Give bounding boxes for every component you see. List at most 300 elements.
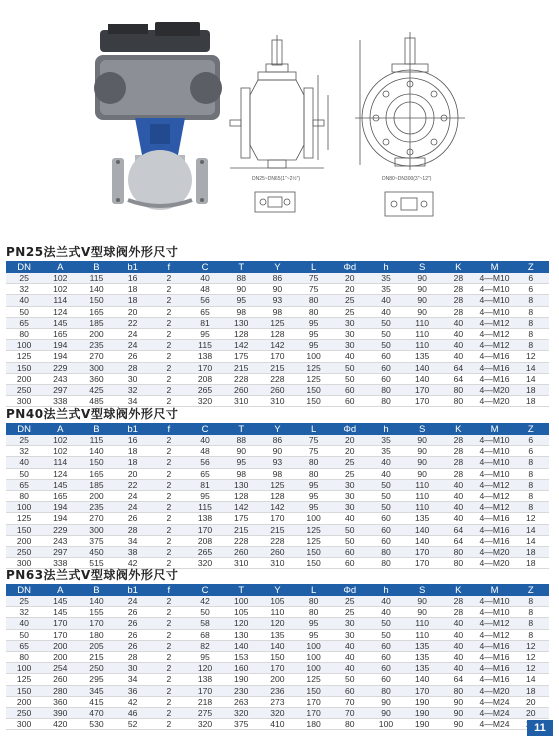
table-cell: 24 xyxy=(115,491,151,502)
column-header: Y xyxy=(259,261,295,273)
table-cell: 50 xyxy=(368,502,404,513)
table-cell: 235 xyxy=(78,502,114,513)
table-cell: 40 xyxy=(440,340,476,351)
table-cell: 140 xyxy=(404,674,440,685)
table-cell: 100 xyxy=(296,513,332,524)
table-cell: 98 xyxy=(223,306,259,317)
table-cell: 50 xyxy=(368,340,404,351)
table-cell: 120 xyxy=(223,618,259,629)
table-cell: 80 xyxy=(368,558,404,569)
table-cell: 130 xyxy=(223,629,259,640)
table-row xyxy=(6,273,549,284)
table-cell: 40 xyxy=(440,652,476,663)
table-cell: 18 xyxy=(513,385,549,396)
table-cell: 90 xyxy=(404,596,440,607)
table-cell: 4—M20 xyxy=(476,547,512,558)
table-cell: 93 xyxy=(259,295,295,306)
table-cell: 8 xyxy=(513,479,549,490)
table-cell: 60 xyxy=(368,674,404,685)
table-cell: 18 xyxy=(513,558,549,569)
table-cell: 260 xyxy=(42,674,78,685)
table-cell: 102 xyxy=(42,435,78,446)
table-row xyxy=(6,618,549,629)
table-cell: 65 xyxy=(6,479,42,490)
table-cell: 90 xyxy=(404,295,440,306)
table-cell: 270 xyxy=(78,513,114,524)
table-cell: 80 xyxy=(296,607,332,618)
table-cell: 50 xyxy=(332,362,368,373)
table-cell: 200 xyxy=(78,329,114,340)
table-row xyxy=(6,524,549,535)
table-cell: 28 xyxy=(115,524,151,535)
table-cell: 8 xyxy=(513,306,549,317)
table-cell: 8 xyxy=(513,596,549,607)
table-cell: 120 xyxy=(259,618,295,629)
table-cell: 50 xyxy=(187,607,223,618)
table-cell: 100 xyxy=(296,351,332,362)
table-cell: 150 xyxy=(6,685,42,696)
table-cell: 2 xyxy=(151,674,187,685)
table-cell: 2 xyxy=(151,273,187,284)
table-cell: 95 xyxy=(296,329,332,340)
column-header: B xyxy=(78,423,114,435)
table-cell: 194 xyxy=(42,351,78,362)
table-cell: 125 xyxy=(259,317,295,328)
column-header: DN xyxy=(6,423,42,435)
table-cell: 90 xyxy=(440,696,476,707)
table-cell: 2 xyxy=(151,306,187,317)
table-row xyxy=(6,351,549,362)
table-cell: 28 xyxy=(115,652,151,663)
table-cell: 128 xyxy=(259,491,295,502)
table-cell: 28 xyxy=(440,446,476,457)
table-cell: 110 xyxy=(404,317,440,328)
table-cell: 140 xyxy=(223,640,259,651)
table-cell: 120 xyxy=(187,663,223,674)
table-cell: 95 xyxy=(296,502,332,513)
table-cell: 390 xyxy=(42,708,78,719)
table-cell: 2 xyxy=(151,329,187,340)
table-row xyxy=(6,435,549,446)
table-cell: 25 xyxy=(332,457,368,468)
table-cell: 18 xyxy=(115,284,151,295)
table-cell: 50 xyxy=(368,491,404,502)
table-cell: 110 xyxy=(259,607,295,618)
table-cell: 100 xyxy=(6,340,42,351)
table-cell: 90 xyxy=(404,273,440,284)
table-cell: 90 xyxy=(440,708,476,719)
table-cell: 375 xyxy=(78,535,114,546)
table-cell: 90 xyxy=(404,446,440,457)
table-cell: 50 xyxy=(368,479,404,490)
table-cell: 140 xyxy=(78,446,114,457)
column-header: S xyxy=(404,423,440,435)
table-cell: 30 xyxy=(115,373,151,384)
table-cell: 50 xyxy=(368,329,404,340)
table-cell: 110 xyxy=(404,491,440,502)
table-cell: 80 xyxy=(368,385,404,396)
table-cell: 530 xyxy=(78,719,114,730)
table-cell: 4—M20 xyxy=(476,558,512,569)
table-row xyxy=(6,607,549,618)
flange-detail-left xyxy=(255,192,295,212)
table-cell: 128 xyxy=(259,329,295,340)
table-cell: 310 xyxy=(223,396,259,407)
table-row xyxy=(6,446,549,457)
column-header: Φd xyxy=(332,584,368,596)
table-cell: 125 xyxy=(296,524,332,535)
table-cell: 8 xyxy=(513,295,549,306)
table-cell: 310 xyxy=(259,558,295,569)
table-cell: 135 xyxy=(404,652,440,663)
table-cell: 297 xyxy=(42,385,78,396)
table-cell: 40 xyxy=(440,640,476,651)
table-cell: 115 xyxy=(78,435,114,446)
table-cell: 65 xyxy=(6,317,42,328)
table-cell: 2 xyxy=(151,685,187,696)
table-cell: 98 xyxy=(223,468,259,479)
table-cell: 48 xyxy=(187,284,223,295)
table-cell: 128 xyxy=(223,491,259,502)
table-cell: 40 xyxy=(332,513,368,524)
table-cell: 60 xyxy=(332,547,368,558)
table-cell: 80 xyxy=(296,596,332,607)
table-cell: 105 xyxy=(259,596,295,607)
table-cell: 25 xyxy=(332,468,368,479)
table-cell: 200 xyxy=(6,535,42,546)
table-cell: 40 xyxy=(6,295,42,306)
table-cell: 265 xyxy=(187,385,223,396)
table-cell: 100 xyxy=(296,663,332,674)
table-cell: 170 xyxy=(404,547,440,558)
table-cell: 28 xyxy=(440,607,476,618)
column-header: A xyxy=(42,423,78,435)
table-cell: 102 xyxy=(42,284,78,295)
table-cell: 150 xyxy=(259,652,295,663)
table-cell: 60 xyxy=(332,396,368,407)
table-cell: 30 xyxy=(332,629,368,640)
table-cell: 50 xyxy=(332,524,368,535)
table-cell: 80 xyxy=(368,396,404,407)
column-header: Z xyxy=(513,423,549,435)
table-cell: 2 xyxy=(151,596,187,607)
table-cell: 260 xyxy=(223,385,259,396)
table-cell: 95 xyxy=(187,491,223,502)
table-cell: 150 xyxy=(6,362,42,373)
table-cell: 32 xyxy=(6,607,42,618)
table-cell: 115 xyxy=(187,502,223,513)
table-cell: 36 xyxy=(115,685,151,696)
table-cell: 360 xyxy=(42,696,78,707)
table-cell: 165 xyxy=(78,306,114,317)
table-cell: 228 xyxy=(259,535,295,546)
table-cell: 42 xyxy=(115,558,151,569)
table-cell: 2 xyxy=(151,491,187,502)
table-cell: 34 xyxy=(115,535,151,546)
table-cell: 40 xyxy=(6,457,42,468)
table-cell: 25 xyxy=(6,596,42,607)
table-cell: 50 xyxy=(332,674,368,685)
table-cell: 142 xyxy=(223,502,259,513)
table-cell: 4—M12 xyxy=(476,317,512,328)
table-cell: 102 xyxy=(42,446,78,457)
table-cell: 100 xyxy=(296,640,332,651)
table-cell: 95 xyxy=(296,491,332,502)
table-cell: 2 xyxy=(151,435,187,446)
column-header: L xyxy=(296,584,332,596)
table-cell: 4—M10 xyxy=(476,295,512,306)
table-cell: 4—M16 xyxy=(476,351,512,362)
table-cell: 142 xyxy=(259,502,295,513)
table-cell: 155 xyxy=(78,607,114,618)
table-cell: 200 xyxy=(78,491,114,502)
table-cell: 236 xyxy=(259,685,295,696)
table-cell: 40 xyxy=(332,640,368,651)
table-cell: 4—M16 xyxy=(476,513,512,524)
table-cell: 40 xyxy=(368,295,404,306)
table-cell: 125 xyxy=(6,513,42,524)
table-cell: 410 xyxy=(259,719,295,730)
table-cell: 215 xyxy=(259,362,295,373)
table-cell: 4—M16 xyxy=(476,652,512,663)
table-cell: 215 xyxy=(223,362,259,373)
column-header: DN xyxy=(6,584,42,596)
table-cell: 30 xyxy=(332,502,368,513)
table-cell: 135 xyxy=(404,640,440,651)
table-cell: 40 xyxy=(332,351,368,362)
table-cell: 135 xyxy=(259,629,295,640)
table-cell: 30 xyxy=(332,317,368,328)
table-row xyxy=(6,340,549,351)
table-cell: 50 xyxy=(368,629,404,640)
table-cell: 90 xyxy=(223,284,259,295)
table-row xyxy=(6,362,549,373)
table-cell: 135 xyxy=(404,351,440,362)
table-cell: 22 xyxy=(115,317,151,328)
table-cell: 2 xyxy=(151,373,187,384)
table-cell: 26 xyxy=(115,618,151,629)
table-cell: 8 xyxy=(513,491,549,502)
column-header: K xyxy=(440,423,476,435)
table-cell: 4—M10 xyxy=(476,446,512,457)
table-cell: 150 xyxy=(296,385,332,396)
table-cell: 68 xyxy=(187,629,223,640)
table-cell: 95 xyxy=(187,652,223,663)
table-cell: 4—M16 xyxy=(476,674,512,685)
table-cell: 26 xyxy=(115,607,151,618)
table-cell: 100 xyxy=(296,652,332,663)
table-cell: 50 xyxy=(332,373,368,384)
table-cell: 6 xyxy=(513,284,549,295)
table-cell: 24 xyxy=(115,502,151,513)
table-cell: 300 xyxy=(6,558,42,569)
table-cell: 60 xyxy=(368,535,404,546)
column-header: K xyxy=(440,584,476,596)
table-cell: 145 xyxy=(42,479,78,490)
table-cell: 260 xyxy=(223,547,259,558)
table-row xyxy=(6,547,549,558)
table-cell: 60 xyxy=(368,351,404,362)
table-cell: 25 xyxy=(332,596,368,607)
pn63-table xyxy=(6,584,549,730)
table-cell: 65 xyxy=(187,306,223,317)
table-cell: 2 xyxy=(151,663,187,674)
table-cell: 80 xyxy=(440,558,476,569)
table-cell: 170 xyxy=(259,351,295,362)
table-cell: 90 xyxy=(259,446,295,457)
table-cell: 40 xyxy=(187,273,223,284)
table-cell: 90 xyxy=(223,446,259,457)
table-cell: 28 xyxy=(440,468,476,479)
table-cell: 153 xyxy=(223,652,259,663)
table-cell: 60 xyxy=(332,558,368,569)
table-cell: 110 xyxy=(404,479,440,490)
table-cell: 140 xyxy=(78,596,114,607)
table-cell: 22 xyxy=(115,479,151,490)
table-cell: 4—M10 xyxy=(476,607,512,618)
table-cell: 124 xyxy=(42,306,78,317)
table-row xyxy=(6,457,549,468)
table-cell: 2 xyxy=(151,607,187,618)
table-row xyxy=(6,708,549,719)
table-cell: 140 xyxy=(404,524,440,535)
table-cell: 40 xyxy=(368,468,404,479)
table-cell: 40 xyxy=(368,306,404,317)
table-cell: 470 xyxy=(78,708,114,719)
table-cell: 80 xyxy=(440,396,476,407)
table-cell: 90 xyxy=(404,284,440,295)
table-row xyxy=(6,385,549,396)
table-cell: 14 xyxy=(513,373,549,384)
table-row xyxy=(6,479,549,490)
table-cell: 4—M12 xyxy=(476,479,512,490)
table-row xyxy=(6,373,549,384)
table-row xyxy=(6,696,549,707)
valve-photo xyxy=(94,22,222,210)
table-cell: 170 xyxy=(78,618,114,629)
table-cell: 215 xyxy=(223,524,259,535)
table-cell: 300 xyxy=(78,362,114,373)
table-cell: 150 xyxy=(296,685,332,696)
table-cell: 34 xyxy=(115,396,151,407)
table-cell: 2 xyxy=(151,446,187,457)
table-cell: 145 xyxy=(42,317,78,328)
column-header: C xyxy=(187,261,223,273)
table-cell: 80 xyxy=(6,652,42,663)
table-cell: 42 xyxy=(115,696,151,707)
table-cell: 165 xyxy=(78,468,114,479)
column-header: L xyxy=(296,261,332,273)
table-cell: 32 xyxy=(115,385,151,396)
table-cell: 320 xyxy=(187,558,223,569)
table-cell: 180 xyxy=(296,719,332,730)
table-cell: 140 xyxy=(404,373,440,384)
table-cell: 40 xyxy=(368,596,404,607)
table-cell: 6 xyxy=(513,435,549,446)
column-header: M xyxy=(476,584,512,596)
table-cell: 28 xyxy=(440,284,476,295)
drawing-front-view xyxy=(355,32,465,170)
table-cell: 170 xyxy=(187,524,223,535)
table-cell: 40 xyxy=(187,435,223,446)
table-cell: 90 xyxy=(404,468,440,479)
table-cell: 165 xyxy=(42,329,78,340)
table-cell: 80 xyxy=(440,685,476,696)
table-cell: 70 xyxy=(332,708,368,719)
column-header: f xyxy=(151,261,187,273)
table-cell: 4—M10 xyxy=(476,306,512,317)
column-header: f xyxy=(151,584,187,596)
table-cell: 80 xyxy=(296,468,332,479)
table-cell: 100 xyxy=(6,663,42,674)
table-cell: 170 xyxy=(404,685,440,696)
table-cell: 338 xyxy=(42,396,78,407)
table-cell: 80 xyxy=(440,547,476,558)
table-cell: 24 xyxy=(115,596,151,607)
table-cell: 2 xyxy=(151,396,187,407)
table-cell: 215 xyxy=(78,652,114,663)
table-cell: 40 xyxy=(440,351,476,362)
table-cell: 88 xyxy=(223,435,259,446)
table-cell: 80 xyxy=(368,685,404,696)
table-cell: 310 xyxy=(223,558,259,569)
table-cell: 34 xyxy=(115,674,151,685)
table-cell: 170 xyxy=(187,362,223,373)
table-cell: 360 xyxy=(78,373,114,384)
column-header: h xyxy=(368,423,404,435)
table-cell: 90 xyxy=(404,607,440,618)
table-cell: 8 xyxy=(513,468,549,479)
table-cell: 50 xyxy=(368,317,404,328)
table-cell: 58 xyxy=(187,618,223,629)
table-row xyxy=(6,306,549,317)
table-cell: 52 xyxy=(115,719,151,730)
pn40-title: PN40法兰式V型球阀外形尺寸 xyxy=(6,407,179,421)
table-cell: 50 xyxy=(368,618,404,629)
table-cell: 320 xyxy=(259,708,295,719)
table-cell: 95 xyxy=(223,457,259,468)
table-cell: 60 xyxy=(368,373,404,384)
table-cell: 95 xyxy=(296,340,332,351)
table-cell: 80 xyxy=(368,547,404,558)
table-header-row xyxy=(6,261,549,273)
column-header: M xyxy=(476,423,512,435)
table-cell: 190 xyxy=(404,708,440,719)
table-cell: 4—M20 xyxy=(476,385,512,396)
table-cell: 4—M24 xyxy=(476,696,512,707)
column-header: K xyxy=(440,261,476,273)
table-cell: 4—M16 xyxy=(476,373,512,384)
column-header: A xyxy=(42,584,78,596)
table-cell: 40 xyxy=(368,607,404,618)
table-cell: 200 xyxy=(42,652,78,663)
caption-left: DN25~DN65(1"~2½") xyxy=(252,176,301,182)
table-cell: 150 xyxy=(296,396,332,407)
table-cell: 300 xyxy=(6,396,42,407)
table-cell: 4—M12 xyxy=(476,340,512,351)
table-cell: 20 xyxy=(115,306,151,317)
table-cell: 2 xyxy=(151,524,187,535)
table-cell: 80 xyxy=(6,491,42,502)
table-cell: 130 xyxy=(223,479,259,490)
column-header: b1 xyxy=(115,423,151,435)
table-cell: 320 xyxy=(223,708,259,719)
table-cell: 26 xyxy=(115,629,151,640)
table-cell: 32 xyxy=(6,446,42,457)
table-cell: 105 xyxy=(223,607,259,618)
table-cell: 2 xyxy=(151,618,187,629)
table-cell: 14 xyxy=(513,674,549,685)
